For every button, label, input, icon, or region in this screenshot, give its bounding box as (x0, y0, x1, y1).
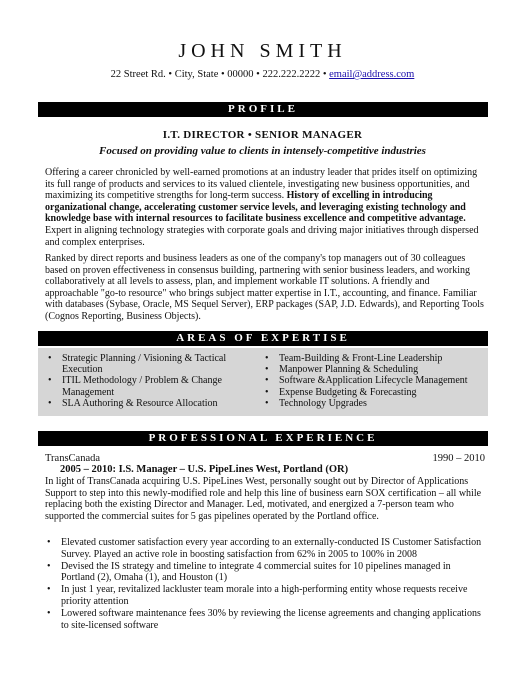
list-item: • Elevated customer satisfaction every year according to an externally-conducted IS Customer Satisfaction Survey. Played an active role in boosting satisfaction from 62% in 2005 to 100% in 2008 (47, 537, 482, 560)
bullet-icon: • (265, 364, 269, 376)
list-item: • Strategic Planning / Visioning & Tactical Execution (48, 353, 227, 376)
employer-name: TransCanada (45, 453, 101, 464)
profile-tagline: Focused on providing value to clients in intensely-competitive industries (99, 145, 426, 157)
contact-details: 22 Street Rd. • City, State • 00000 • 222.222.2222 • (110, 69, 327, 80)
experience-heading: PROFESSIONAL EXPERIENCE (38, 431, 488, 446)
bullet-icon: • (265, 375, 269, 387)
expertise-box (38, 348, 488, 416)
profile-paragraph-2: Ranked by direct reports and business leaders as one of the company's top managers out of 30 colleagues based on proven effectiveness in consensus building, partnering with senior business leaders, and working collaboratively at all levels to assess, plan, and implement workable IT solutions. A friendly and approachable "go-to resource" who brings subject matter expertise in I.T., accounting, and finance. Familiar with databases (Sybase, Oracle, MS Sequel Server), ERP packages (SAP, J.D. Edwards), and Reporting Tools (Cognos Reporting, Business Objects). (45, 253, 484, 322)
job-title: 2005 – 2010: I.S. Manager – U.S. PipeLines West, Portland (OR) (60, 464, 349, 475)
bullet-icon: • (48, 353, 52, 364)
profile-p1-closing: Expert in aligning technology strategies with corporate goals and driving major initiatives through dispersed and complex enterprises. (45, 224, 479, 248)
bullet-icon: • (265, 397, 269, 409)
list-item: • Manpower Planning & Scheduling (265, 364, 419, 376)
profile-paragraph-1 (45, 167, 485, 248)
list-item: • Lowered software maintenance fees 30% by reviewing the license agreements and changing applications to site-licensed software (47, 608, 481, 631)
expertise-heading: AREAS OF EXPERTISE (38, 331, 488, 346)
email-link[interactable]: email@address.com (329, 69, 415, 80)
list-item: • Technology Upgrades (265, 397, 367, 409)
expertise-right-list (263, 353, 483, 409)
contact-line (0, 69, 525, 80)
bullet-icon: • (47, 608, 51, 620)
bullet-icon: • (47, 584, 51, 596)
list-item: • ITIL Methodology / Problem & Change Management (48, 375, 222, 398)
list-item: • In just 1 year, revitalized lackluster team morale into a high-performing entity whose requests receive priority attention (47, 584, 468, 607)
bullet-icon: • (48, 397, 52, 409)
bullet-icon: • (47, 537, 51, 548)
list-item: • Software &Application Lifecycle Management (265, 375, 468, 387)
bullet-icon: • (48, 375, 52, 387)
job-summary: In light of TransCanada acquiring U.S. PipeLines West, personally sought out by Director of Applications Support to step into this newly-modified role and help this line of business earn SOX certification – all while replacing both the existing Director and Manager. Led, motivated, and energized a 7-person team who supported the commercial suites for 5 gas pipelines operated by the Portland office. (45, 476, 482, 522)
bullet-icon: • (265, 386, 269, 398)
profile-p1-highlight: History of excelling in introducing organizational change, accelerating customer service levels, and leveraging existing technology and knowledge base with internal resources to facilitate business excellence and competitive advantage. (45, 190, 466, 225)
bullet-icon: • (47, 560, 51, 572)
employer-row (45, 453, 485, 464)
list-item: • Expense Budgeting & Forecasting (265, 386, 417, 398)
profile-p1-intro: Offering a career chronicled by well-earned promotions at an industry leader that prides itself on optimizing its full range of products and services to its valued clientele, investigating new business opportunities, and maximizing its competitive strengths for long-term success. (45, 167, 478, 202)
expertise-left-list (46, 353, 256, 409)
job-achievements-list (45, 537, 485, 632)
role-title: I.T. DIRECTOR • SENIOR MANAGER (162, 129, 363, 141)
bullet-icon: • (265, 353, 269, 364)
employment-dates: 1990 – 2010 (432, 453, 485, 464)
list-item: • SLA Authoring & Resource Allocation (48, 397, 218, 409)
candidate-name: JOHN SMITH (178, 40, 347, 62)
profile-heading: PROFILE (38, 102, 488, 117)
list-item: • Team-Building & Front-Line Leadership (265, 353, 443, 364)
list-item: • Devised the IS strategy and timeline to integrate 4 commercial suites for 10 pipelines managed in Portland (2), Omaha (1), and Houston (1) (47, 560, 451, 584)
